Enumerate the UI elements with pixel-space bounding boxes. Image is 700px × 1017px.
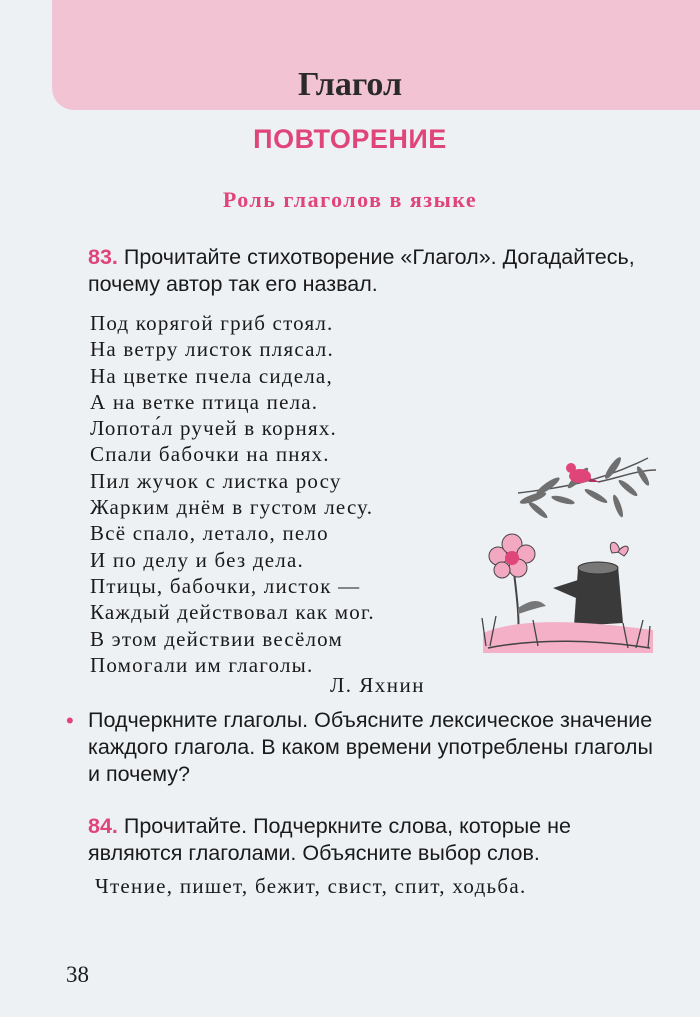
exercise-84-words: Чтение, пишет, бежит, свист, спит, ходьба. — [95, 874, 527, 898]
poem-line: Пил жучок с листка росу — [90, 468, 342, 493]
poem-line: Под корягой гриб стоял. — [90, 311, 334, 335]
chapter-title: Глагол — [297, 66, 403, 103]
ground — [483, 622, 653, 653]
page-number: 38 — [66, 962, 89, 987]
poem-line: А на ветке птица пела. — [90, 389, 319, 414]
exercise-84-instruction — [88, 813, 663, 867]
poem-line: Спали бабочки на пнях. — [90, 442, 330, 467]
poem-line: Жарким днём в густом лесу. — [90, 495, 374, 520]
exercise-84-number: 84. — [88, 814, 118, 838]
section-title: ПОВТОРЕНИЕ — [253, 124, 447, 154]
poem-line: Всё спало, летало, пело — [90, 521, 329, 546]
bullet-icon: • — [66, 708, 74, 733]
poem-line: Каждый действовал как мог. — [90, 600, 375, 625]
poem-author: Л. Яхнин — [330, 673, 425, 697]
exercise-83-task-text: Подчеркните глаголы. Объясните лексическое значение каждого глагола. В каком времени употреблены глаголы и почему? — [88, 708, 653, 786]
exercise-83-number: 83. — [88, 245, 118, 269]
exercise-83-text: Прочитайте стихотворение «Глагол». Догадайтесь, почему автор так его назвал. — [88, 245, 635, 296]
poem — [90, 310, 375, 678]
poem-line: Лопота́л ручей в корнях. — [90, 416, 337, 441]
bird — [566, 463, 600, 483]
butterfly — [610, 542, 628, 556]
poem-line: Птицы, бабочки, листок — — [90, 573, 361, 598]
stump — [553, 562, 623, 626]
poem-line: На цветке пчела сидела, — [90, 363, 333, 388]
exercise-83-task — [66, 707, 666, 788]
nature-illustration — [478, 448, 658, 663]
exercise-84-text: Прочитайте. Подчеркните слова, которые не являются глаголами. Объясните выбор слов. — [88, 814, 571, 865]
poem-line: Помогали им глаголы. — [90, 652, 314, 677]
poem-line: В этом действии весёлом — [90, 626, 343, 651]
poem-line: На ветру листок плясал. — [90, 337, 334, 362]
subsection-title: Роль глаголов в языке — [222, 187, 478, 212]
exercise-83-instruction — [88, 244, 663, 298]
poem-line: И по делу и без дела. — [90, 547, 304, 572]
